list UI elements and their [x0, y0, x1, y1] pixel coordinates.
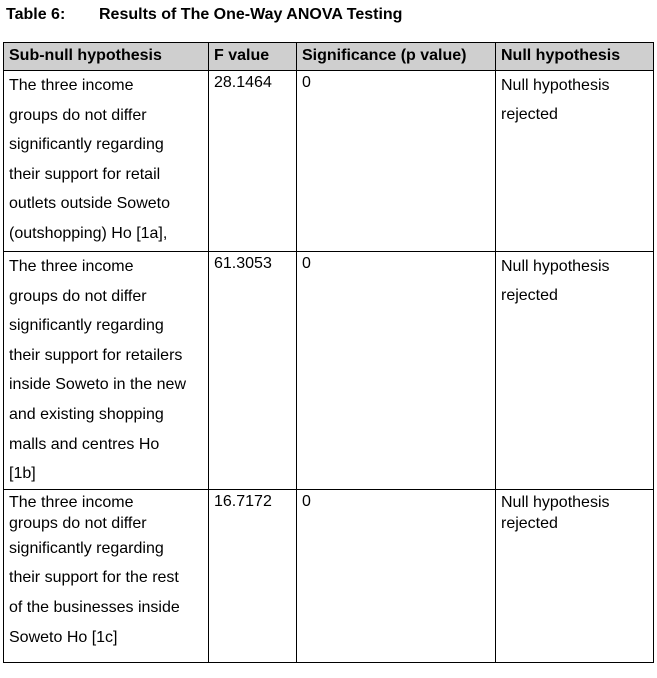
f-value-cell: 28.1464: [209, 71, 297, 252]
hypothesis-line: significantly regarding: [9, 539, 164, 557]
result-cell: [496, 252, 654, 490]
table-row: [4, 71, 654, 252]
result-cell: [496, 489, 654, 662]
hypothesis-line: malls and centres Ho: [9, 435, 160, 453]
hypothesis-line: their support for the rest: [9, 569, 179, 587]
column-header-f-value: F value: [209, 43, 297, 71]
hypothesis-line: inside Soweto in the new: [9, 376, 186, 394]
table-row: [4, 489, 654, 662]
hypothesis-line: Soweto Ho [1c]: [9, 628, 118, 646]
result-line: rejected: [501, 106, 558, 123]
column-header-null-hypothesis: Null hypothesis: [496, 43, 654, 71]
hypothesis-cell: [4, 252, 209, 490]
hypothesis-line: of the businesses inside: [9, 598, 180, 616]
table-number: Table 6:: [6, 6, 66, 23]
hypothesis-line: groups do not differ: [9, 287, 147, 305]
result-line: rejected: [501, 287, 558, 304]
hypothesis-line: [1b]: [9, 465, 36, 483]
table-caption: [6, 5, 402, 25]
hypothesis-line: The three income: [9, 493, 134, 511]
hypothesis-line: (outshopping) Ho [1a],: [9, 224, 168, 242]
p-value-cell: 0: [297, 489, 496, 662]
f-value-cell: 16.7172: [209, 489, 297, 662]
header-row: [4, 43, 654, 71]
hypothesis-line: outlets outside Soweto: [9, 195, 170, 213]
hypothesis-line: The three income: [9, 77, 134, 94]
p-value-cell: 0: [297, 71, 496, 252]
hypothesis-line: groups do not differ: [9, 106, 147, 124]
result-line: Null hypothesis: [501, 77, 610, 94]
hypothesis-line: significantly regarding: [9, 317, 164, 335]
hypothesis-line: groups do not differ: [9, 514, 147, 532]
hypothesis-line: significantly regarding: [9, 136, 164, 154]
table-row: [4, 252, 654, 490]
f-value-cell: 61.3053: [209, 252, 297, 490]
column-header-sub-null-hypothesis: Sub-null hypothesis: [4, 43, 209, 71]
hypothesis-line: their support for retailers: [9, 346, 183, 364]
hypothesis-line: and existing shopping: [9, 405, 164, 423]
result-line: Null hypothesis: [501, 493, 610, 511]
hypothesis-cell: [4, 71, 209, 252]
hypothesis-line: The three income: [9, 258, 134, 275]
column-header-significance: Significance (p value): [297, 43, 496, 71]
table-title: Results of The One-Way ANOVA Testing: [99, 6, 403, 23]
result-line: Null hypothesis: [501, 258, 610, 275]
p-value-cell: 0: [297, 252, 496, 490]
hypothesis-cell: [4, 489, 209, 662]
anova-results-table: [3, 42, 654, 663]
result-cell: [496, 71, 654, 252]
result-line: rejected: [501, 514, 558, 532]
hypothesis-line: their support for retail: [9, 165, 161, 183]
